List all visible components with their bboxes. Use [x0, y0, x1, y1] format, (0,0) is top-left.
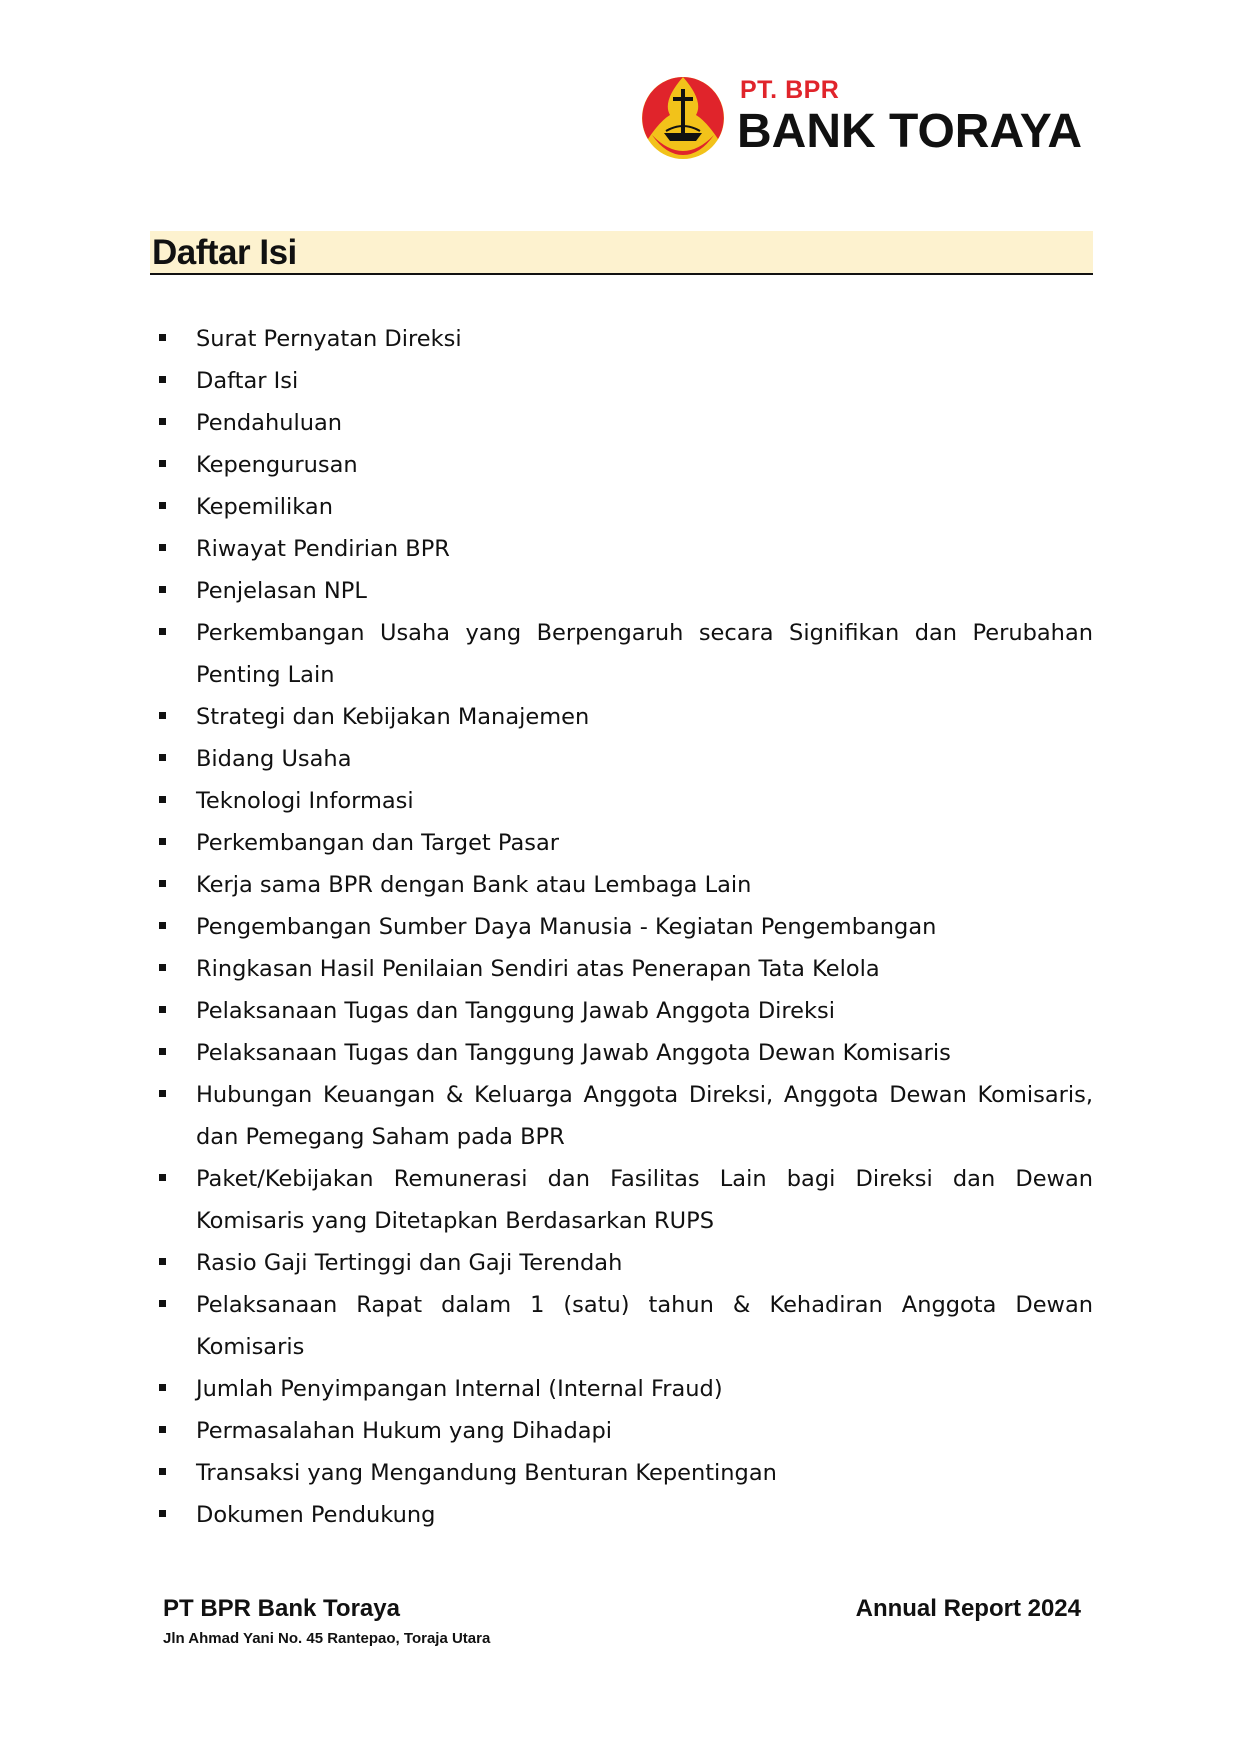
toc-item: [150, 612, 1093, 696]
toc-item-label: Paket/Kebijakan Remunerasi dan Fasilitas Lain bagi Direksi dan Dewan Komisaris yang Ditetapkan Berdasarkan RUPS: [196, 1166, 1093, 1234]
toc-item: [150, 738, 1093, 780]
toc-item-label: Pelaksanaan Tugas dan Tanggung Jawab Anggota Direksi: [196, 998, 836, 1024]
bullet-icon: [159, 880, 166, 887]
toc-item: [150, 402, 1093, 444]
logo-title: BANK TORAYA: [737, 105, 1082, 158]
bullet-icon: [159, 1468, 166, 1475]
bullet-icon: [159, 628, 166, 635]
toc-header: [150, 231, 1093, 275]
bullet-icon: [159, 586, 166, 593]
toc-item: [150, 486, 1093, 528]
toc-item-label: Riwayat Pendirian BPR: [196, 536, 450, 562]
toc-item: [150, 318, 1093, 360]
toc-item: [150, 444, 1093, 486]
company-logo: [640, 70, 1080, 165]
toc-item: [150, 528, 1093, 570]
toc-item: [150, 1074, 1093, 1158]
bullet-icon: [159, 1006, 166, 1013]
bank-emblem-icon: [640, 75, 726, 161]
toc-item: [150, 360, 1093, 402]
toc-item-label: Perkembangan Usaha yang Berpengaruh secara Signifikan dan Perubahan Penting Lain: [196, 620, 1093, 688]
toc-item: [150, 570, 1093, 612]
toc-item-label: Surat Pernyatan Direksi: [196, 326, 462, 352]
bullet-icon: [159, 334, 166, 341]
footer-company: PT BPR Bank Toraya: [163, 1595, 400, 1622]
footer-report-title: Annual Report 2024: [855, 1595, 1081, 1622]
toc-item-label: Dokumen Pendukung: [196, 1502, 436, 1528]
bullet-icon: [159, 796, 166, 803]
toc-item-label: Rasio Gaji Tertinggi dan Gaji Terendah: [196, 1250, 623, 1276]
bullet-icon: [159, 1300, 166, 1307]
toc-item-label: Pelaksanaan Rapat dalam 1 (satu) tahun & Kehadiran Anggota Dewan Komisaris: [196, 1292, 1093, 1360]
toc-list: [150, 318, 1093, 1536]
toc-item-label: Pengembangan Sumber Daya Manusia - Kegiatan Pengembangan: [196, 914, 937, 940]
bullet-icon: [159, 460, 166, 467]
toc-item: [150, 1494, 1093, 1536]
toc-item: [150, 1032, 1093, 1074]
bullet-icon: [159, 1174, 166, 1181]
logo-subtitle: PT. BPR: [740, 76, 840, 104]
toc-item: [150, 864, 1093, 906]
toc-item-label: Transaksi yang Mengandung Benturan Kepentingan: [196, 1460, 777, 1486]
bullet-icon: [159, 1090, 166, 1097]
bullet-icon: [159, 964, 166, 971]
toc-item-label: Perkembangan dan Target Pasar: [196, 830, 560, 856]
toc-item-label: Kerja sama BPR dengan Bank atau Lembaga Lain: [196, 872, 752, 898]
toc-item: [150, 1284, 1093, 1368]
bullet-icon: [159, 922, 166, 929]
toc-item-label: Permasalahan Hukum yang Dihadapi: [196, 1418, 613, 1444]
footer-address: Jln Ahmad Yani No. 45 Rantepao, Toraja Utara: [163, 1630, 491, 1647]
page-title: Daftar Isi: [152, 233, 297, 272]
toc-item-label: Bidang Usaha: [196, 746, 352, 772]
bullet-icon: [159, 838, 166, 845]
bullet-icon: [159, 1258, 166, 1265]
toc-item-label: Strategi dan Kebijakan Manajemen: [196, 704, 590, 730]
toc-item: [150, 1242, 1093, 1284]
toc-item: [150, 948, 1093, 990]
bullet-icon: [159, 1384, 166, 1391]
toc-item-label: Penjelasan NPL: [196, 578, 367, 604]
toc-item: [150, 696, 1093, 738]
toc-item: [150, 906, 1093, 948]
toc-item: [150, 990, 1093, 1032]
bullet-icon: [159, 376, 166, 383]
toc-item-label: Pendahuluan: [196, 410, 343, 436]
bullet-icon: [159, 1426, 166, 1433]
toc-item-label: Kepemilikan: [196, 494, 333, 520]
bullet-icon: [159, 1048, 166, 1055]
toc-item: [150, 780, 1093, 822]
toc-item-label: Kepengurusan: [196, 452, 358, 478]
toc-item-label: Teknologi Informasi: [196, 788, 414, 814]
toc-item: [150, 1410, 1093, 1452]
toc-item-label: Jumlah Penyimpangan Internal (Internal Fraud): [196, 1376, 723, 1402]
toc-item: [150, 1158, 1093, 1242]
bullet-icon: [159, 712, 166, 719]
toc-item: [150, 822, 1093, 864]
bullet-icon: [159, 502, 166, 509]
toc-item-label: Daftar Isi: [196, 368, 299, 394]
toc-item-label: Pelaksanaan Tugas dan Tanggung Jawab Anggota Dewan Komisaris: [196, 1040, 951, 1066]
bullet-icon: [159, 418, 166, 425]
bullet-icon: [159, 1510, 166, 1517]
bullet-icon: [159, 544, 166, 551]
bullet-icon: [159, 754, 166, 761]
toc-item: [150, 1368, 1093, 1410]
toc-item-label: Hubungan Keuangan & Keluarga Anggota Direksi, Anggota Dewan Komisaris, dan Pemegang Saham pada BPR: [196, 1082, 1093, 1150]
toc-item: [150, 1452, 1093, 1494]
toc-item-label: Ringkasan Hasil Penilaian Sendiri atas Penerapan Tata Kelola: [196, 956, 880, 982]
